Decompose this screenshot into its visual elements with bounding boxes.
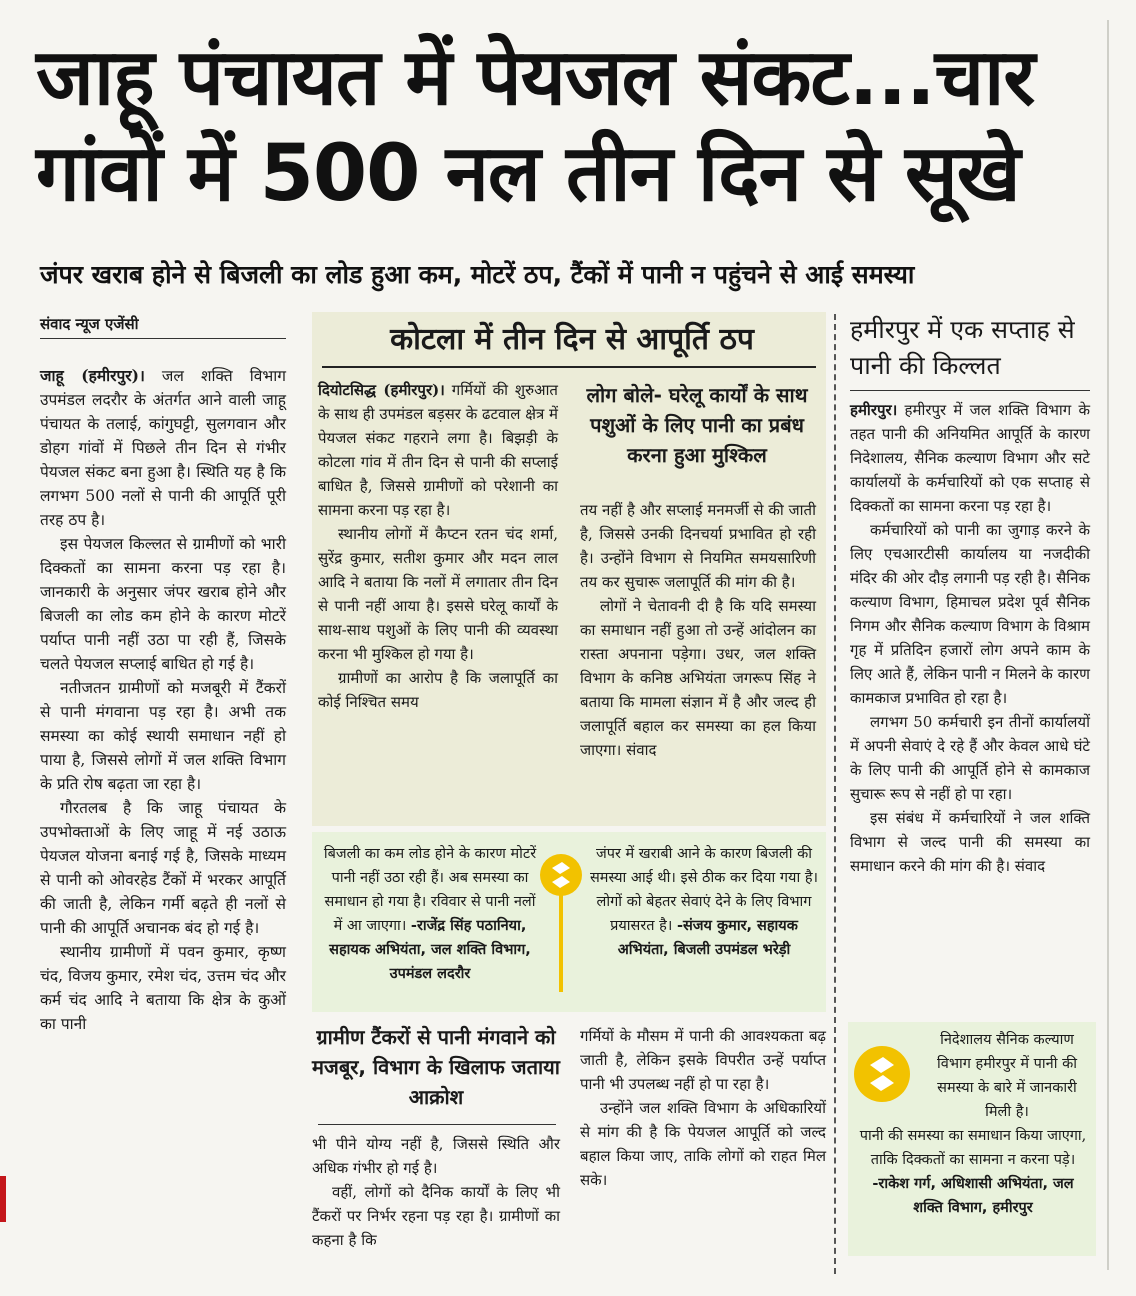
logo-stem bbox=[559, 894, 563, 992]
kotla-dateline: दियोटसिद्ध (हमीरपुर)। bbox=[318, 381, 445, 399]
hamirpur-story-column bbox=[850, 398, 1090, 878]
hamirpur-quote-person: -राकेश गर्ग, अधिशासी अभियंता, जल शक्ति विभाग, हमीरपुर bbox=[872, 1176, 1074, 1216]
hamirpur-sign: संवाद bbox=[1014, 857, 1046, 875]
tanker-story-column-2 bbox=[580, 1024, 826, 1192]
hamirpur-paragraph: कर्मचारियों को पानी का जुगाड़ करने के लिए एचआरटीसी कार्यालय या नजदीकी मंदिर की ओर दौड़ लगानी पड़ रही है। सैनिक कल्याण विभाग, हिमाचल प्रदेश पूर्व सैनिक निगम और सैनिक कल्याण विभाग के विश्राम गृह में प्रतिदिन हजारों लोग अपने काम के लिए आते हैं, लेकिन पानी न मिलने के कारण कामकाज प्रभावित हो रहा है। bbox=[850, 521, 1090, 707]
kotla-story-column-2 bbox=[580, 498, 816, 762]
tanker-paragraph: भी पीने योग्य नहीं है, जिससे स्थिति और अधिक गंभीर हो गई है। bbox=[312, 1135, 560, 1177]
right-page-edge bbox=[1112, 0, 1136, 1296]
kotla-paragraph: स्थानीय लोगों में कैप्टन रतन चंद शर्मा, सुरेंद्र कुमार, सतीश कुमार और मदन लाल आदि ने बताया कि नलों में लगातार तीन दिन से पानी नहीं आया है। इससे घरेलू कार्यों के साथ-साथ पशुओं के लिए पानी की व्यवस्था करना भी मुश्किल हो गया है। bbox=[318, 525, 558, 663]
quote-left bbox=[318, 842, 542, 986]
main-paragraph: नतीजतन ग्रामीणों को मजबूरी में टैंकरों से पानी मंगवाना पड़ रहा है। अभी तक समस्या का कोई स्थायी समाधान नहीं हो पाया है, जिससे लोगों में जल शक्ति विभाग के प्रति रोष बढ़ता जा रहा है। bbox=[40, 679, 286, 793]
hamirpur-title-rule bbox=[850, 390, 1090, 391]
kotla-paragraph: तय नहीं है और सप्लाई मनमर्जी से की जाती है, जिससे उनकी दिनचर्या प्रभावित हो रही है। उन्होंने विभाग से नियमित समयसारिणी तय कर सुचारू जलापूर्ति की मांग की है। bbox=[580, 501, 816, 591]
main-paragraph: स्थानीय ग्रामीणों में पवन कुमार, कृष्ण चंद, विजय कुमार, रमेश चंद, उत्तम चंद और कर्म चंद आदि ने बताया कि क्षेत्र के कुओं का पानी bbox=[40, 943, 286, 1033]
hamirpur-paragraph: लगभग 50 कर्मचारी इन तीनों कार्यालयों में अपनी सेवाएं दे रहे हैं और केवल आधे घंटे के लिए पानी की आपूर्ति होने से कामकाज सुचारू रूप से नहीं हो पा रहा। bbox=[850, 713, 1090, 803]
column-divider bbox=[834, 314, 836, 1274]
quote-left-person: -राजेंद्र सिंह पठानिया, सहायक अभियंता, जल शक्ति विभाग, उपमंडल लदरौर bbox=[329, 918, 531, 982]
kotla-story-column bbox=[318, 378, 558, 714]
hamirpur-quote-text: निदेशालय सैनिक कल्याण विभाग हमीरपुर में पानी की समस्या के बारे में जानकारी मिली है। bbox=[937, 1032, 1077, 1120]
red-edge-mark bbox=[0, 1176, 6, 1222]
kotla-paragraph: लोगों ने चेतावनी दी है कि यदि समस्या का समाधान नहीं हुआ तो उन्हें आंदोलन का रास्ता अपनाना पड़ेगा। उधर, जल शक्ति विभाग के कनिष्ठ अभियंता जगरूप सिंह ने बताया कि मामला संज्ञान में है और जल्द ही जलापूर्ति बहाल कर समस्या का हल किया जाएगा। bbox=[580, 597, 816, 759]
kotla-sign: संवाद bbox=[626, 741, 657, 759]
amar-ujala-logo-icon bbox=[854, 1046, 910, 1102]
left-page-edge bbox=[0, 0, 18, 1296]
main-paragraph: जल शक्ति विभाग उपमंडल लदरौर के अंतर्गत आने वाली जाहू पंचायत के तलाई, कांगुघट्टी, सुलगवान और डोहग गांवों में पिछले तीन दिन से गंभीर पेयजल संकट बना हुआ है। स्थिति यह है कि लगभग 500 नलों से पानी की आपूर्ति पूरी तरह ठप है। bbox=[40, 367, 286, 529]
hamirpur-paragraph: हमीरपुर में जल शक्ति विभाग के तहत पानी की अनियमित आपूर्ति के कारण निदेशालय, सैनिक कल्याण विभाग और सटे कार्यालयों के कर्मचारियों को एक सप्ताह से दिक्कतों का सामना करना पड़ रहा है। bbox=[850, 401, 1090, 515]
subheadline: जंपर खराब होने से बिजली का लोड हुआ कम, मोटरें ठप, टैंकों में पानी न पहुंचने से आई समस्या bbox=[40, 260, 915, 289]
amar-ujala-logo-icon bbox=[540, 854, 582, 896]
tanker-paragraph: उन्होंने जल शक्ति विभाग के अधिकारियों से मांग की है कि पेयजल आपूर्ति को जल्द बहाल किया जाए, ताकि लोगों को राहत मिल सके। bbox=[580, 1099, 826, 1189]
main-paragraph: गौरतलब है कि जाहू पंचायत के उपभोक्ताओं के लिए जाहू में नई उठाऊ पेयजल योजना बनाई गई है, जिसके माध्यम से पानी को ओवरहेड टैंकों में भरकर आपूर्ति की जाती है, लेकिन गर्मी बढ़ते ही नलों से पानी की आपूर्ति अचानक बंद हो गई है। bbox=[40, 799, 286, 937]
byline-rule bbox=[40, 338, 286, 339]
kotla-quote-title: लोग बोले- घरेलू कार्यों के साथ पशुओं के लिए पानी का प्रबंध करना हुआ मुश्किल bbox=[586, 383, 808, 467]
main-paragraph: इस पेयजल किल्लत से ग्रामीणों को भारी दिक्कतों का सामना करना पड़ रहा है। जानकारी के अनुसार जंपर खराब होने और बिजली का लोड कम होने के कारण मोटरें पर्याप्त पानी नहीं उठा पा रही हैं, जिसके चलते पेयजल सप्लाई बाधित हो गई है। bbox=[40, 535, 286, 673]
tanker-story-title: ग्रामीण टैंकरों से पानी मंगवाने को मजबूर, विभाग के खिलाफ जताया आक्रोश bbox=[312, 1025, 560, 1109]
kotla-paragraph: गर्मियों की शुरुआत के साथ ही उपमंडल बड़सर के ढटवाल क्षेत्र में पेयजल संकट गहराने लगा है। बिझड़ी के कोटला गांव में तीन दिन से पानी की सप्लाई बाधित है, जिससे ग्रामीणों को परेशानी का सामना करना पड़ रहा है। bbox=[318, 381, 558, 519]
kotla-story-title: कोटला में तीन दिन से आपूर्ति ठप bbox=[390, 322, 754, 357]
right-column-rule bbox=[1107, 20, 1109, 1270]
hamirpur-quote-text-2: पानी की समस्या का समाधान किया जाएगा, ताकि दिक्कतों का सामना न करना पड़े। bbox=[859, 1128, 1087, 1168]
hamirpur-paragraph: इस संबंध में कर्मचारियों ने जल शक्ति विभाग से जल्द पानी की समस्या का समाधान करने की मांग की है। bbox=[850, 809, 1090, 875]
tanker-paragraph: वहीं, लोगों को दैनिक कार्यों के लिए भी टैंकरों पर निर्भर रहना पड़ रहा है। ग्रामीणों का कहना है कि bbox=[312, 1183, 560, 1249]
tanker-paragraph: गर्मियों के मौसम में पानी की आवश्यकता बढ़ जाती है, लेकिन इसके विपरीत उन्हें पर्याप्त पानी भी उपलब्ध नहीं हो पा रहा है। bbox=[580, 1027, 826, 1093]
agency-byline: संवाद न्यूज एजेंसी bbox=[40, 315, 139, 333]
tanker-title-rule bbox=[318, 1124, 556, 1125]
main-story-column bbox=[40, 364, 286, 1036]
tanker-story-column bbox=[312, 1132, 560, 1252]
quote-right-text: जंपर में खराबी आने के कारण बिजली की समस्या आई थी। इसे ठीक कर दिया गया है। लोगों को बेहतर सेवाएं देने के लिए विभाग प्रयासरत है। bbox=[589, 846, 819, 934]
headline: जाहू पंचायत में पेयजल संकट...चार गांवों में 500 नल तीन दिन से सूखे bbox=[36, 33, 1035, 219]
hamirpur-dateline: हमीरपुर। bbox=[850, 401, 898, 419]
hamirpur-story-title: हमीरपुर में एक सप्ताह से पानी की किल्लत bbox=[850, 315, 1075, 380]
main-dateline: जाहू (हमीरपुर)। bbox=[40, 366, 145, 385]
hamirpur-quote-continued bbox=[856, 1124, 1090, 1220]
kotla-title-rule bbox=[322, 366, 816, 368]
quote-left-text: बिजली का कम लोड होने के कारण मोटरें पानी नहीं उठा रही हैं। अब समस्या का समाधान हो गया है। रविवार से पानी नलों में आ जाएगा। bbox=[323, 846, 537, 934]
quote-right-person: -संजय कुमार, सहायक अभियंता, बिजली उपमंडल भरेड़ी bbox=[617, 918, 798, 958]
kotla-paragraph: ग्रामीणों का आरोप है कि जलापूर्ति का कोई निश्चित समय bbox=[318, 669, 558, 711]
quote-right bbox=[588, 842, 820, 962]
